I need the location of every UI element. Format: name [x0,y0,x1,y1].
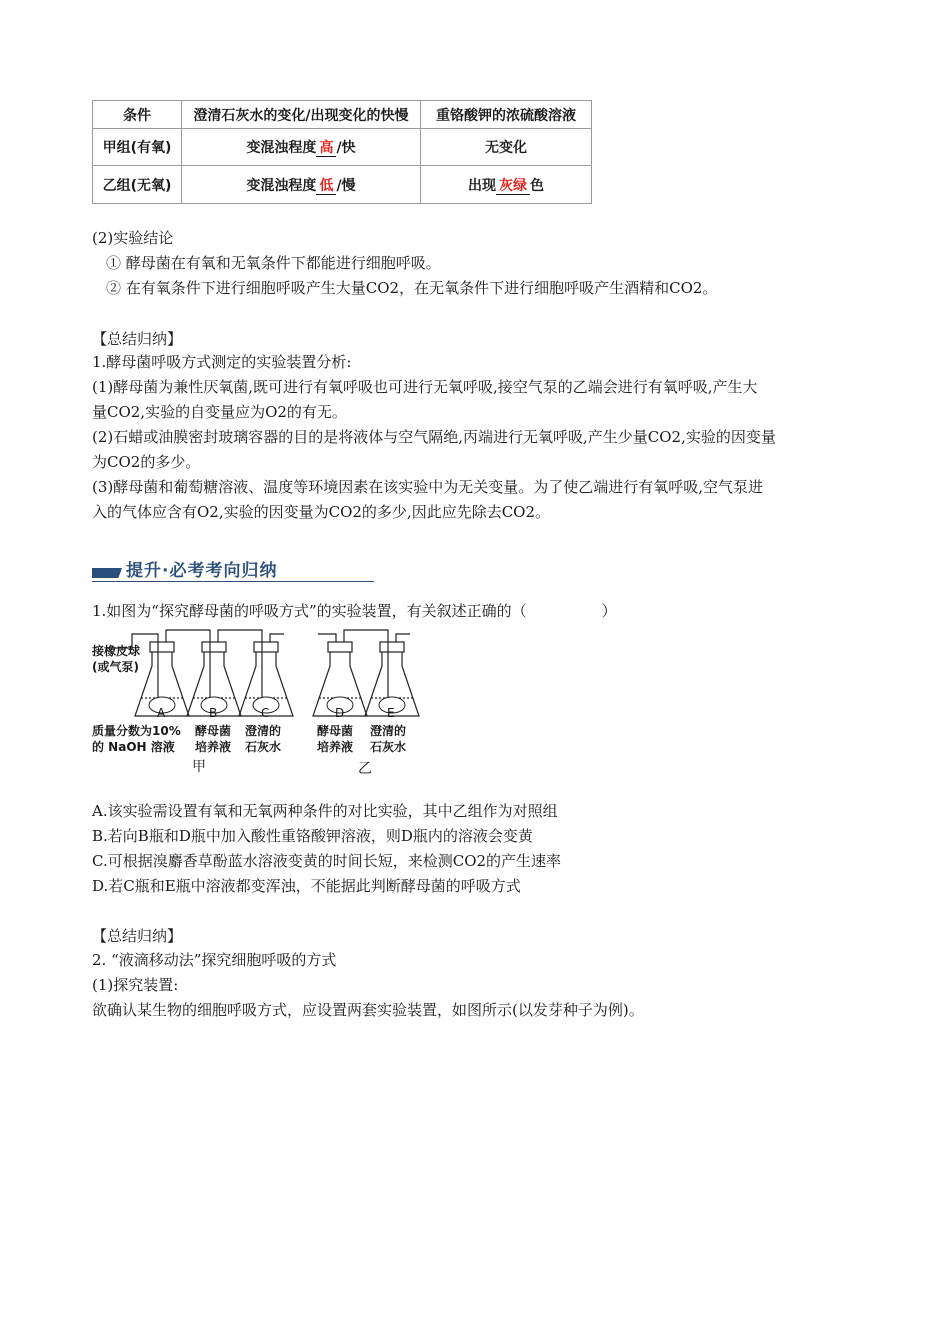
conclusion-item: ② 在有氧条件下进行细胞呼吸产生大量CO2，在无氧条件下进行细胞呼吸产生酒精和CO2。 [106,279,718,297]
row-limewater-post: /慢 [336,177,356,194]
row-limewater-pre: 变混浊程度 [246,177,317,194]
option-a: A.该实验需设置有氧和无氧两种条件的对比实验，其中乙组作为对照组 [92,802,558,820]
row-condition: 甲组(有氧) [93,129,182,166]
flask-label: E [387,706,395,720]
row-limewater [182,166,421,204]
flask-content-label: 质量分数为10% [92,724,181,738]
summary-line: 为CO2的多少。 [92,453,201,471]
summary-line: 1.酵母菌呼吸方式测定的实验装置分析: [92,353,352,371]
tube-icon [396,634,410,642]
header-limewater: 澄清石灰水的变化/出现变化的快慢 [182,101,421,129]
summary-line: (3)酵母菌和葡萄糖溶液、温度等环境因素在该实验中为无关变量。为了使乙端进行有氧呼吸,空气泵进 [92,478,764,496]
row-dichromate [421,166,592,204]
conclusion-item: ① 酵母菌在有氧和无氧条件下都能进行细胞呼吸。 [106,254,441,272]
row-dichromate-fill: 灰绿 [496,178,530,195]
flask-label: C [261,706,270,720]
flask-label: A [157,706,166,720]
apparatus-diagram [92,626,432,776]
flask-content-label: 酵母菌 [317,724,354,738]
flask-label: D [335,706,345,720]
group-yi-label: 乙 [358,761,372,777]
banner-title: 提升·必考考向归纳 [126,561,278,581]
summary-line: (1)酵母菌为兼性厌氧菌,既可进行有氧呼吸也可进行无氧呼吸,接空气泵的乙端会进行有氧呼吸,产生大 [92,378,758,396]
header-dichromate: 重铬酸钾的浓硫酸溶液 [421,101,592,129]
row-limewater-post: /快 [336,140,356,156]
flask-content-label: 的 NaOH 溶液 [92,740,175,754]
banner-rule [92,581,374,582]
flask-content-label: 培养液 [195,740,232,754]
question-stem: 1.如图为“探究酵母菌的呼吸方式”的实验装置，有关叙述正确的（ ） [92,602,617,620]
row-dichromate-post: 色 [530,177,544,194]
flask-content-label: 澄清的 [370,724,407,738]
option-c: C.可根据溴麝香草酚蓝水溶液变黄的时间长短，来检测CO2的产生速率 [92,852,562,870]
summary-line: (2)石蜡或油膜密封玻璃容器的目的是将液体与空气隔绝,丙端进行无氧呼吸,产生少量CO2,实验的因变量 [92,428,776,446]
flask-content-label: 培养液 [317,740,354,754]
pump-label: 接橡皮球 [92,644,141,658]
row-limewater-fill: 低 [316,178,336,195]
table-header-row [93,101,592,129]
row-dichromate-pre: 出现 [468,177,496,194]
group-jia-label: 甲 [192,759,206,775]
conditions-table [92,100,592,204]
summary-line: 入的气体应含有O2,实验的因变量为CO2的多少,因此应先除去CO2。 [92,503,551,521]
flask-content-label: 石灰水 [370,740,407,754]
summary-heading: 【总结归纳】 [92,330,183,348]
row-limewater [182,129,421,166]
row-condition: 乙组(无氧) [93,166,182,204]
flask-content-label: 石灰水 [245,740,282,754]
pump-label: (或气泵) [92,660,139,674]
summary-line: (1)探究装置: [92,976,179,994]
flask-content-label: 酵母菌 [195,724,232,738]
header-condition: 条件 [93,101,182,129]
option-d: D.若C瓶和E瓶中溶液都变浑浊，不能据此判断酵母菌的呼吸方式 [92,877,521,895]
conclusion-heading: (2)实验结论 [92,229,174,247]
banner-bar [92,568,122,578]
row-limewater-pre: 变混浊程度 [246,140,317,156]
row-limewater-fill: 高 [316,140,336,157]
section-banner [92,556,374,582]
tube-icon [270,634,284,642]
summary-line: 量CO2,实验的自变量应为O2的有无。 [92,403,347,421]
summary-line: 2. “液滴移动法”探究细胞呼吸的方式 [92,951,337,969]
flask-label: B [209,706,218,720]
summary-heading: 【总结归纳】 [92,927,183,945]
flask-content-label: 澄清的 [245,724,282,738]
table-row [93,129,592,166]
summary-line: 欲确认某生物的细胞呼吸方式，应设置两套实验装置，如图所示(以发芽种子为例)。 [92,1001,644,1019]
option-b: B.若向B瓶和D瓶中加入酸性重铬酸钾溶液，则D瓶内的溶液会变黄 [92,827,533,845]
tube-icon [318,634,336,642]
table-row [93,166,592,204]
row-dichromate: 无变化 [421,129,592,166]
